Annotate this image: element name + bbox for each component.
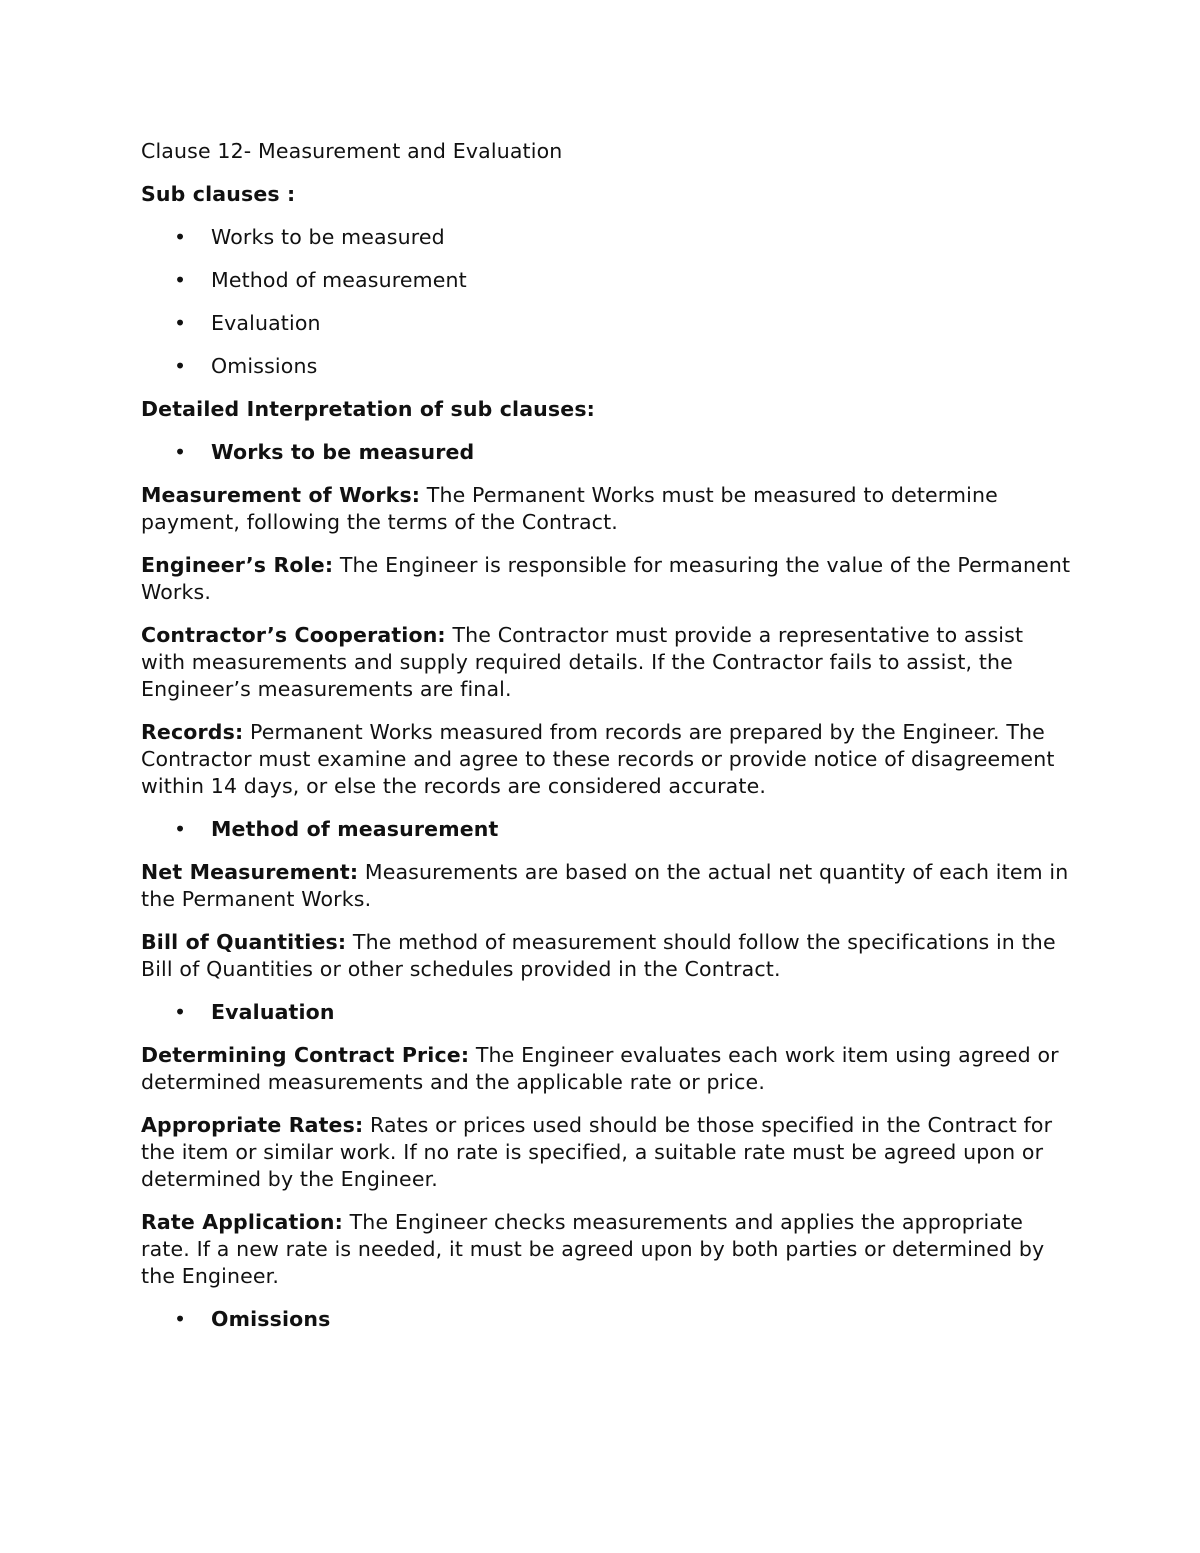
section-heading-list bbox=[141, 439, 1071, 466]
document-page bbox=[141, 138, 1071, 1349]
bullet-icon: • bbox=[174, 1000, 187, 1024]
list-item bbox=[141, 353, 1071, 380]
list-item-text: Method of measurement bbox=[211, 268, 467, 292]
paragraph bbox=[141, 1209, 1071, 1290]
paragraph-text: The Engineer is responsible for measuring the value of the Permanent Works. bbox=[141, 553, 1071, 604]
list-item-text: Works to be measured bbox=[211, 225, 445, 249]
section-heading bbox=[141, 999, 1071, 1026]
section-heading-list bbox=[141, 816, 1071, 843]
paragraph-term: Appropriate Rates: bbox=[141, 1113, 364, 1137]
sub-clauses-label: Sub clauses : bbox=[141, 182, 296, 206]
section-heading-text: Evaluation bbox=[211, 1000, 335, 1024]
paragraph bbox=[141, 552, 1071, 606]
detailed-interpretation-label: Detailed Interpretation of sub clauses: bbox=[141, 397, 596, 421]
section-heading bbox=[141, 1306, 1071, 1333]
bullet-icon: • bbox=[174, 1307, 187, 1331]
paragraph bbox=[141, 1112, 1071, 1193]
paragraph bbox=[141, 622, 1071, 703]
paragraph-term: Records: bbox=[141, 720, 244, 744]
document-title: Clause 12- Measurement and Evaluation bbox=[141, 139, 563, 163]
list-item bbox=[141, 224, 1071, 251]
paragraph-text: The Contractor must provide a representative to assist with measurements and supply required details. If the Contractor fails to assist, the Engineer’s measurements are final. bbox=[141, 623, 1024, 701]
bullet-icon: • bbox=[174, 440, 187, 464]
paragraph-text: The Engineer evaluates each work item using agreed or determined measurements and the applicable rate or price. bbox=[141, 1043, 1059, 1094]
section-heading bbox=[141, 439, 1071, 466]
section-heading-list bbox=[141, 1306, 1071, 1333]
paragraph bbox=[141, 859, 1071, 913]
paragraph-text: Rates or prices used should be those specified in the Contract for the item or similar work. If no rate is specified, a suitable rate must be agreed upon or determined by the Engineer. bbox=[141, 1113, 1053, 1191]
paragraph bbox=[141, 482, 1071, 536]
paragraph bbox=[141, 929, 1071, 983]
bullet-icon: • bbox=[174, 311, 187, 335]
bullet-icon: • bbox=[174, 268, 187, 292]
paragraph-term: Determining Contract Price: bbox=[141, 1043, 470, 1067]
paragraph-term: Bill of Quantities: bbox=[141, 930, 347, 954]
list-item-text: Omissions bbox=[211, 354, 318, 378]
paragraph-term: Engineer’s Role: bbox=[141, 553, 334, 577]
section-heading bbox=[141, 816, 1071, 843]
bullet-icon: • bbox=[174, 225, 187, 249]
paragraph-text: The Permanent Works must be measured to determine payment, following the terms of the Contract. bbox=[141, 483, 998, 534]
paragraph-term: Rate Application: bbox=[141, 1210, 343, 1234]
section-heading-text: Omissions bbox=[211, 1307, 331, 1331]
section-heading-text: Method of measurement bbox=[211, 817, 499, 841]
paragraph-term: Measurement of Works: bbox=[141, 483, 421, 507]
list-item bbox=[141, 310, 1071, 337]
section-heading-list bbox=[141, 999, 1071, 1026]
paragraph-text: Measurements are based on the actual net quantity of each item in the Permanent Works. bbox=[141, 860, 1069, 911]
paragraph bbox=[141, 1042, 1071, 1096]
paragraph-term: Contractor’s Cooperation: bbox=[141, 623, 446, 647]
paragraph-text: Permanent Works measured from records are prepared by the Engineer. The Contractor must examine and agree to these records or provide notice of disagreement within 14 days, or else the records are considered accurate. bbox=[141, 720, 1055, 798]
section-heading-text: Works to be measured bbox=[211, 440, 475, 464]
bullet-icon: • bbox=[174, 354, 187, 378]
paragraph-term: Net Measurement: bbox=[141, 860, 359, 884]
paragraph-text: The method of measurement should follow the specifications in the Bill of Quantities or other schedules provided in the Contract. bbox=[141, 930, 1056, 981]
list-item-text: Evaluation bbox=[211, 311, 321, 335]
paragraph bbox=[141, 719, 1071, 800]
list-item bbox=[141, 267, 1071, 294]
paragraph-text: The Engineer checks measurements and applies the appropriate rate. If a new rate is needed, it must be agreed upon by both parties or determined by the Engineer. bbox=[141, 1210, 1045, 1288]
bullet-icon: • bbox=[174, 817, 187, 841]
sub-clauses-list bbox=[141, 224, 1071, 380]
